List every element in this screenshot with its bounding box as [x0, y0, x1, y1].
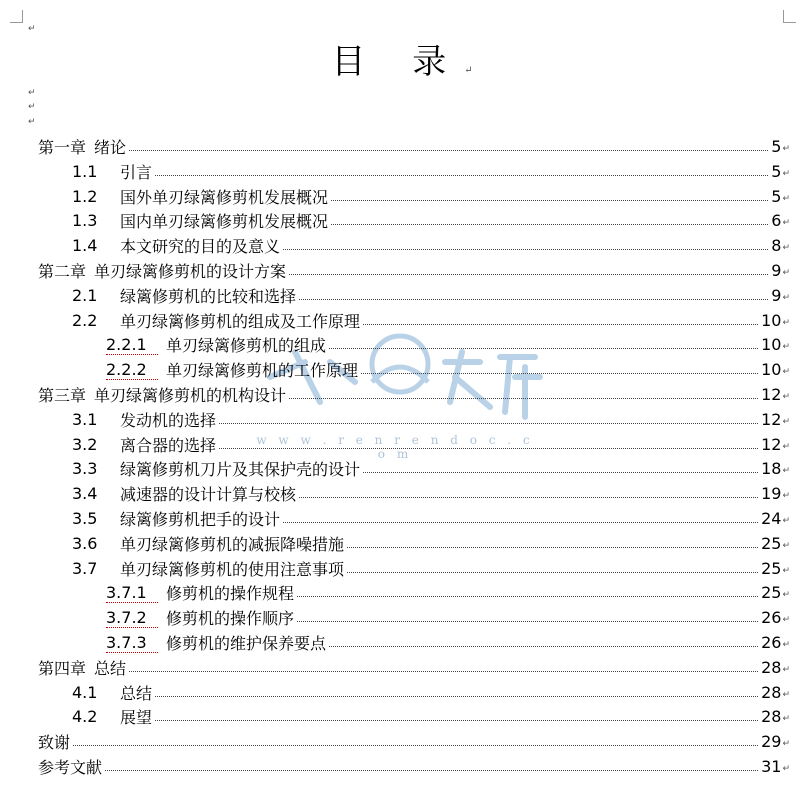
toc-entry-page: 12: [761, 409, 782, 429]
toc-entry[interactable]: [0, 729, 790, 754]
toc-entry-title: 总结: [120, 683, 153, 703]
toc-entry-page: 25: [761, 558, 782, 578]
toc-entry-page: 8: [771, 236, 782, 256]
toc-entry-title: 绿篱修剪机的比较和选择: [120, 286, 297, 306]
toc-dot-leader: [347, 571, 758, 573]
toc-entry-title: 绪论: [94, 138, 127, 157]
title-paragraph-mark: ↵: [464, 65, 473, 76]
paragraph-mark: ↵: [782, 292, 790, 303]
toc-entry-page: 10: [761, 335, 782, 355]
paragraph-mark: ↵: [782, 416, 790, 427]
paragraph-mark: ↵: [782, 218, 790, 229]
toc-entry-page: 24: [761, 509, 782, 528]
toc-entry-number: 第二章: [38, 262, 87, 281]
paragraph-mark: ↵: [782, 392, 790, 402]
toc-entry-number: 2.2: [72, 310, 98, 330]
toc-entry-number: 3.6: [72, 533, 98, 553]
paragraph-mark: ↵: [782, 342, 790, 353]
paragraph-mark: ↵: [782, 739, 790, 750]
toc-entry-page: 5: [771, 137, 782, 156]
toc-entry[interactable]: [0, 134, 790, 159]
toc-entry-number: 2.2.1: [106, 335, 158, 355]
paragraph-mark: ↵: [782, 466, 790, 477]
toc-entry[interactable]: [0, 506, 790, 531]
paragraph-mark: ↵: [28, 24, 36, 34]
toc-entry[interactable]: [0, 456, 790, 481]
toc-dot-leader: [283, 521, 758, 523]
toc-entry-page: 19: [761, 484, 782, 504]
toc-entry-page: 28: [761, 707, 782, 727]
toc-entry-title: 绿篱修剪机把手的设计: [120, 510, 281, 529]
toc-dot-leader: [361, 372, 758, 374]
toc-entry-number: 1.1: [72, 161, 98, 181]
toc-entry[interactable]: [0, 630, 790, 655]
toc-entry-number: 3.7.1: [106, 583, 158, 603]
toc-entry-title: 国内单刃绿篱修剪机发展概况: [120, 212, 329, 232]
toc-entry-page: 26: [761, 633, 782, 652]
toc-entry-number: 4.2: [72, 707, 98, 727]
toc-dot-leader: [283, 248, 768, 250]
toc-dot-leader: [297, 620, 758, 622]
toc-entry-page: 6: [771, 211, 782, 231]
paragraph-mark: ↵: [782, 590, 790, 601]
toc-entry[interactable]: [0, 208, 790, 233]
paragraph-mark: ↵: [782, 540, 790, 551]
toc-dot-leader: [347, 546, 758, 548]
toc-entry-number: 第三章: [38, 386, 87, 405]
toc-entry[interactable]: [0, 382, 790, 407]
toc-entry-page: 31: [761, 757, 782, 776]
toc-entry-title: 单刃绿篱修剪机的机构设计: [94, 386, 287, 405]
toc-entry-title: 总结: [94, 658, 127, 678]
toc-entry-page: 25: [761, 583, 782, 603]
toc-entry-number: 3.3: [72, 459, 98, 479]
paragraph-mark: ↵: [782, 491, 790, 502]
toc-entry-title: 修剪机的操作规程: [166, 584, 295, 604]
paragraph-mark: ↵: [782, 640, 790, 650]
toc-entry[interactable]: [0, 283, 790, 308]
toc-entry-page: 9: [771, 261, 782, 280]
toc-entry-title: 修剪机的维护保养要点: [166, 634, 327, 653]
toc-dot-leader: [331, 223, 768, 225]
toc-entry-page: 18: [761, 459, 782, 479]
toc-entry-page: 10: [761, 360, 782, 380]
toc-entry-page: 12: [761, 385, 782, 404]
paragraph-mark: ↵: [782, 714, 790, 725]
toc-dot-leader: [289, 397, 758, 399]
paragraph-mark: ↵: [782, 193, 790, 204]
paragraph-mark: ↵: [28, 88, 36, 98]
toc-entry-number: 第四章: [38, 658, 87, 678]
paragraph-mark: ↵: [28, 117, 36, 127]
toc-entry-page: 25: [761, 533, 782, 553]
toc-entry-page: 28: [761, 657, 782, 677]
toc-dot-leader: [129, 670, 758, 672]
toc-entry[interactable]: [0, 184, 790, 209]
toc-entry[interactable]: [0, 580, 790, 605]
toc-dot-leader: [155, 695, 758, 697]
paragraph-mark: ↵: [782, 516, 790, 526]
paragraph-mark: ↵: [782, 664, 790, 675]
toc-dot-leader: [363, 323, 758, 325]
toc-entry-number: 3.7: [72, 558, 98, 578]
toc-dot-leader: [219, 422, 758, 424]
paragraph-mark: ↵: [782, 144, 790, 154]
toc-entry-number: 3.1: [72, 409, 98, 429]
toc-entry-number: 1.4: [72, 236, 98, 256]
toc-dot-leader: [155, 719, 758, 721]
toc-entry[interactable]: [0, 308, 790, 333]
toc-dot-leader: [331, 199, 768, 201]
toc-entry-page: 9: [771, 285, 782, 305]
toc-dot-leader: [329, 347, 758, 349]
toc-entry-page: 12: [761, 434, 782, 454]
page-title: [0, 38, 804, 95]
toc-entry[interactable]: [0, 159, 790, 184]
page-corner-mark-left: [10, 10, 23, 23]
toc-dot-leader: [219, 447, 758, 449]
toc-entry-number: 3.5: [72, 509, 98, 528]
toc-entry-title: 引言: [120, 162, 153, 182]
paragraph-mark: ↵: [782, 565, 790, 576]
toc-entry-page: 5: [771, 186, 782, 206]
toc-entry[interactable]: [0, 655, 790, 680]
toc-entry[interactable]: [0, 432, 790, 457]
toc-entry[interactable]: [0, 233, 790, 258]
toc-entry[interactable]: [0, 704, 790, 729]
toc-entry-title: 单刃绿篱修剪机的组成及工作原理: [120, 311, 361, 331]
watermark-url: w w w . r e n r e n d o c . c o m: [256, 433, 534, 461]
toc-entry-page: 26: [761, 608, 782, 628]
toc-entry-title: 单刃绿篱修剪机的组成: [166, 336, 327, 356]
paragraph-mark: ↵: [782, 168, 790, 179]
toc-entry-title: 修剪机的操作顺序: [166, 609, 295, 629]
toc-entry-number: 2.2.2: [106, 360, 158, 380]
toc-entry-title: 绿篱修剪机刀片及其保护壳的设计: [120, 460, 361, 480]
toc-entry-title: 单刃绿篱修剪机的减振降噪措施: [120, 534, 345, 554]
toc-entry[interactable]: [0, 680, 790, 705]
toc-entry-title: 发动机的选择: [120, 410, 217, 430]
toc-entry-title: 展望: [120, 708, 153, 728]
toc-entry[interactable]: [0, 531, 790, 556]
toc-entry[interactable]: [0, 407, 790, 432]
toc-dot-leader: [73, 744, 758, 746]
toc-dot-leader: [329, 645, 758, 647]
toc-entry-title: 参考文献: [38, 758, 103, 777]
toc-dot-leader: [129, 149, 768, 151]
toc-entry-number: 2.1: [72, 285, 98, 305]
toc-entry-number: 3.7.3: [106, 633, 158, 653]
toc-dot-leader: [155, 174, 768, 176]
toc-entry-number: 第一章: [38, 138, 87, 157]
toc-entry-title: 单刃绿篱修剪机的工作原理: [166, 361, 359, 381]
title-text: 目 录: [331, 42, 465, 82]
toc-entry[interactable]: [0, 605, 790, 630]
toc-entry-number: 1.3: [72, 211, 98, 231]
toc-dot-leader: [299, 298, 768, 300]
toc-entry-number: 1.2: [72, 186, 98, 206]
paragraph-mark: ↵: [28, 102, 36, 112]
toc-dot-leader: [299, 496, 758, 498]
paragraph-mark: ↵: [782, 764, 790, 774]
toc-entry-number: 3.4: [72, 484, 98, 504]
toc-dot-leader: [289, 273, 768, 275]
paragraph-mark: ↵: [782, 689, 790, 700]
toc-entry-title: 单刃绿篱修剪机的使用注意事项: [120, 559, 345, 579]
toc-dot-leader: [105, 769, 758, 771]
toc-entry-page: 29: [761, 732, 782, 752]
toc-dot-leader: [363, 471, 758, 473]
toc-entry[interactable]: [0, 754, 790, 779]
paragraph-mark: ↵: [782, 268, 790, 278]
paragraph-mark: ↵: [782, 441, 790, 452]
paragraph-mark: ↵: [782, 367, 790, 378]
toc-entry-page: 5: [771, 161, 782, 181]
toc-entry-title: 致谢: [38, 733, 71, 753]
toc-entry-number: 3.7.2: [106, 608, 158, 628]
toc-entry[interactable]: [0, 357, 790, 382]
toc-entry-page: 10: [761, 310, 782, 330]
toc-entry-title: 离合器的选择: [120, 435, 217, 455]
toc-entry-number: 3.2: [72, 434, 98, 454]
toc-entry-title: 单刃绿篱修剪机的设计方案: [94, 262, 287, 281]
toc-entry[interactable]: [0, 258, 790, 283]
toc-entry-title: 减速器的设计计算与校核: [120, 485, 297, 505]
paragraph-mark: ↵: [782, 615, 790, 626]
paragraph-mark: ↵: [782, 243, 790, 254]
toc-entry[interactable]: [0, 481, 790, 506]
toc-entry-title: 国外单刃绿篱修剪机发展概况: [120, 187, 329, 207]
toc-entry-number: 4.1: [72, 682, 98, 702]
toc-entry-page: 28: [761, 682, 782, 702]
paragraph-mark: ↵: [782, 317, 790, 328]
toc-dot-leader: [297, 595, 758, 597]
toc-entry-title: 本文研究的目的及意义: [120, 237, 281, 257]
toc-entry[interactable]: [0, 332, 790, 357]
toc-entry[interactable]: [0, 556, 790, 581]
page-corner-mark-right: [783, 10, 796, 23]
